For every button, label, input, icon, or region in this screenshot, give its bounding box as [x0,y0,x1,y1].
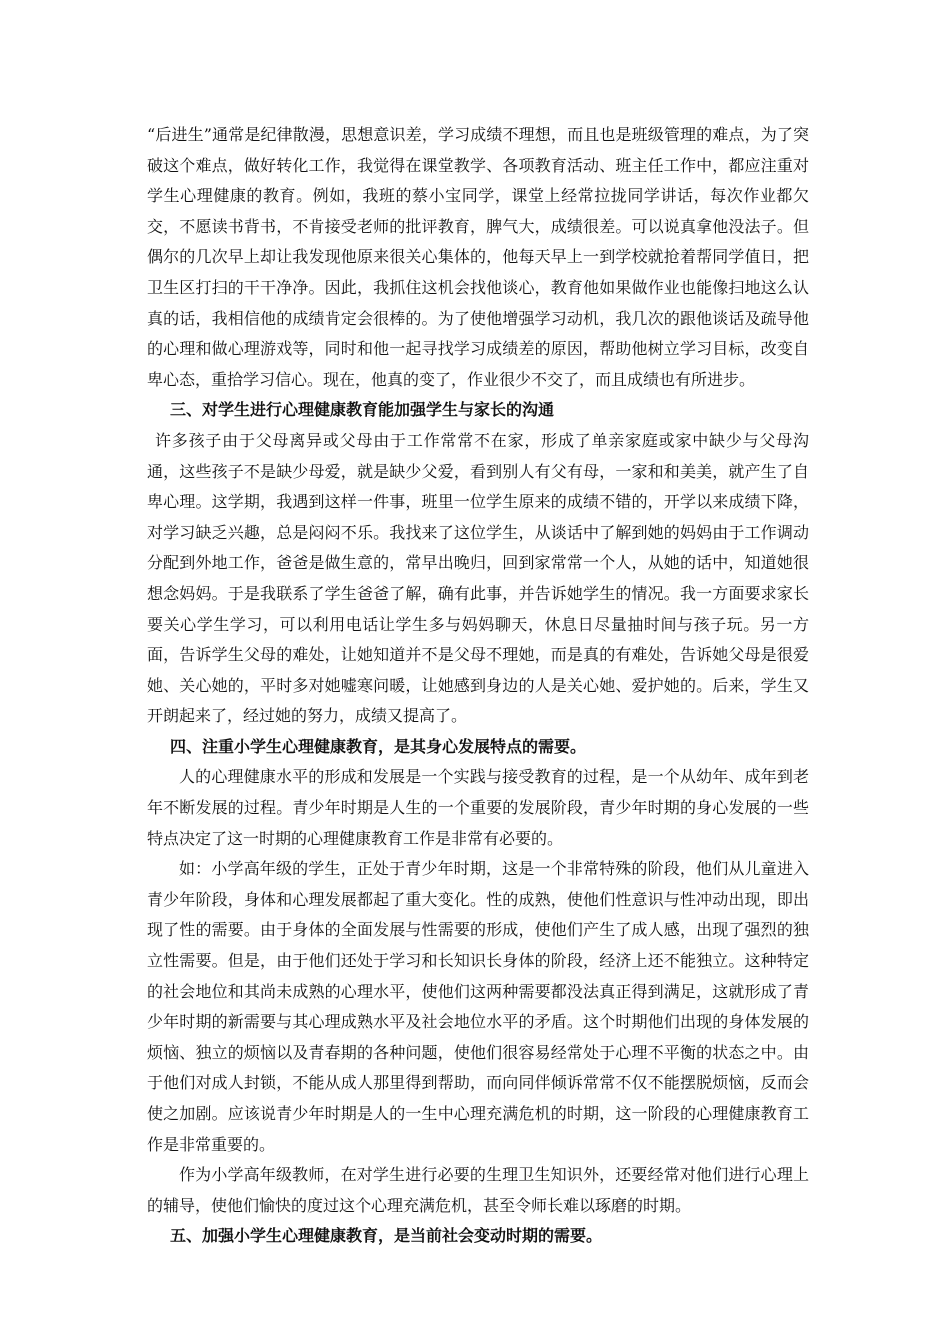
paragraph-adolescent-example: 如：小学高年级的学生，正处于青少年时期，这是一个非常特殊的阶段，他们从儿童进入青少年阶段，身体和心理发展都起了重大变化。性的成熟，使他们性意识与性冲动出现，即出现了性的需要。由于身体的全面发展与性需要的形成，使他们产生了成人感，出现了强烈的独立性需要。但是，由于他们还处于学习和长知识长身体的阶段，经济上还不能独立。这种特定的社会地位和其尚未成熟的心理水平，使他们这两种需要都没法真正得到满足，这就形成了青少年时期的新需要与其心理成熟水平及社会地位水平的矛盾。这个时期他们出现的身体发展的烦恼、独立的烦恼以及青春期的各种问题，使他们很容易经常处于心理不平衡的状态之中。由于他们对成人封锁，不能从成人那里得到帮助，而向同伴倾诉常常不仅不能摆脱烦恼，反而会使之加剧。应该说青少年时期是人的一生中心理充满危机的时期，这一阶段的心理健康教育工作是非常重要的。 [147,859,809,1154]
paragraph-mental-health-development: 人的心理健康水平的形成和发展是一个实践与接受教育的过程，是一个从幼年、成年到老年不断发展的过程。青少年时期是人生的一个重要的发展阶段，青少年时期的身心发展的一些特点决定了这一时期的心理健康教育工作是非常有必要的。 [147,767,809,848]
section-heading-4: 四、注重小学生心理健康教育，是其身心发展特点的需要。 [170,736,587,756]
paragraph-teacher-guidance: 作为小学高年级教师，在对学生进行必要的生理卫生知识外，还要经常对他们进行心理上的辅导，使他们愉快的度过这个心理充满危机，甚至令师长难以琢磨的时期。 [147,1165,809,1215]
section-heading-5: 五、加强小学生心理健康教育，是当前社会变动时期的需要。 [170,1226,603,1246]
section-heading-3: 三、对学生进行心理健康教育能加强学生与家长的沟通 [170,400,555,420]
paragraph-backward-students-case: “后进生”通常是纪律散漫，思想意识差，学习成绩不理想，而且也是班级管理的难点，为了突破这个难点，做好转化工作，我觉得在课堂教学、各项教育活动、班主任工作中，都应注重对学生心理健康的教育。例如，我班的蔡小宝同学，课堂上经常拉拢同学讲话，每次作业都欠交，不愿读书背书，不肯接受老师的批评教育，脾气大，成绩很差。可以说真拿他没法子。但偶尔的几次早上却让我发现他原来很关心集体的，他每天早上一到学校就抢着帮同学值日，把卫生区打扫的干干净净。因此，我抓住这机会找他谈心，教育他如果做作业也能像扫地这么认真的话，我相信他的成绩肯定会很棒的。为了使他增强学习动机，我几次的跟他谈话及疏导他的心理和做心理游戏等，同时和他一起寻找学习成绩差的原因，帮助他树立学习目标，改变自卑心态，重拾学习信心。现在，他真的变了，作业很少不交了，而且成绩也有所进步。 [147,125,809,389]
paragraph-parent-communication: 许多孩子由于父母离异或父母由于工作常常不在家，形成了单亲家庭或家中缺少与父母沟通，这些孩子不是缺少母爱，就是缺少父爱，看到别人有父有母，一家和和美美，就产生了自卑心理。这学期，我遇到这样一件事，班里一位学生原来的成绩不错的，开学以来成绩下降，对学习缺乏兴趣，总是闷闷不乐。我找来了这位学生，从谈话中了解到她的妈妈由于工作调动分配到外地工作，爸爸是做生意的，常早出晚归，回到家常常一个人，从她的话中，知道她很想念妈妈。于是我联系了学生爸爸了解，确有此事，并告诉她学生的情况。我一方面要求家长要关心学生学习，可以利用电话让学生多与妈妈聊天，休息日尽量抽时间与孩子玩。另一方面，告诉学生父母的难处，让她知道并不是父母不理她，而是真的有难处，告诉她父母是很爱她、关心她的，平时多对她嘘寒问暖，让她感到身边的人是关心她、爱护她的。后来，学生又开朗起来了，经过她的努力，成绩又提高了。 [147,430,809,726]
document-body [147,120,809,1252]
